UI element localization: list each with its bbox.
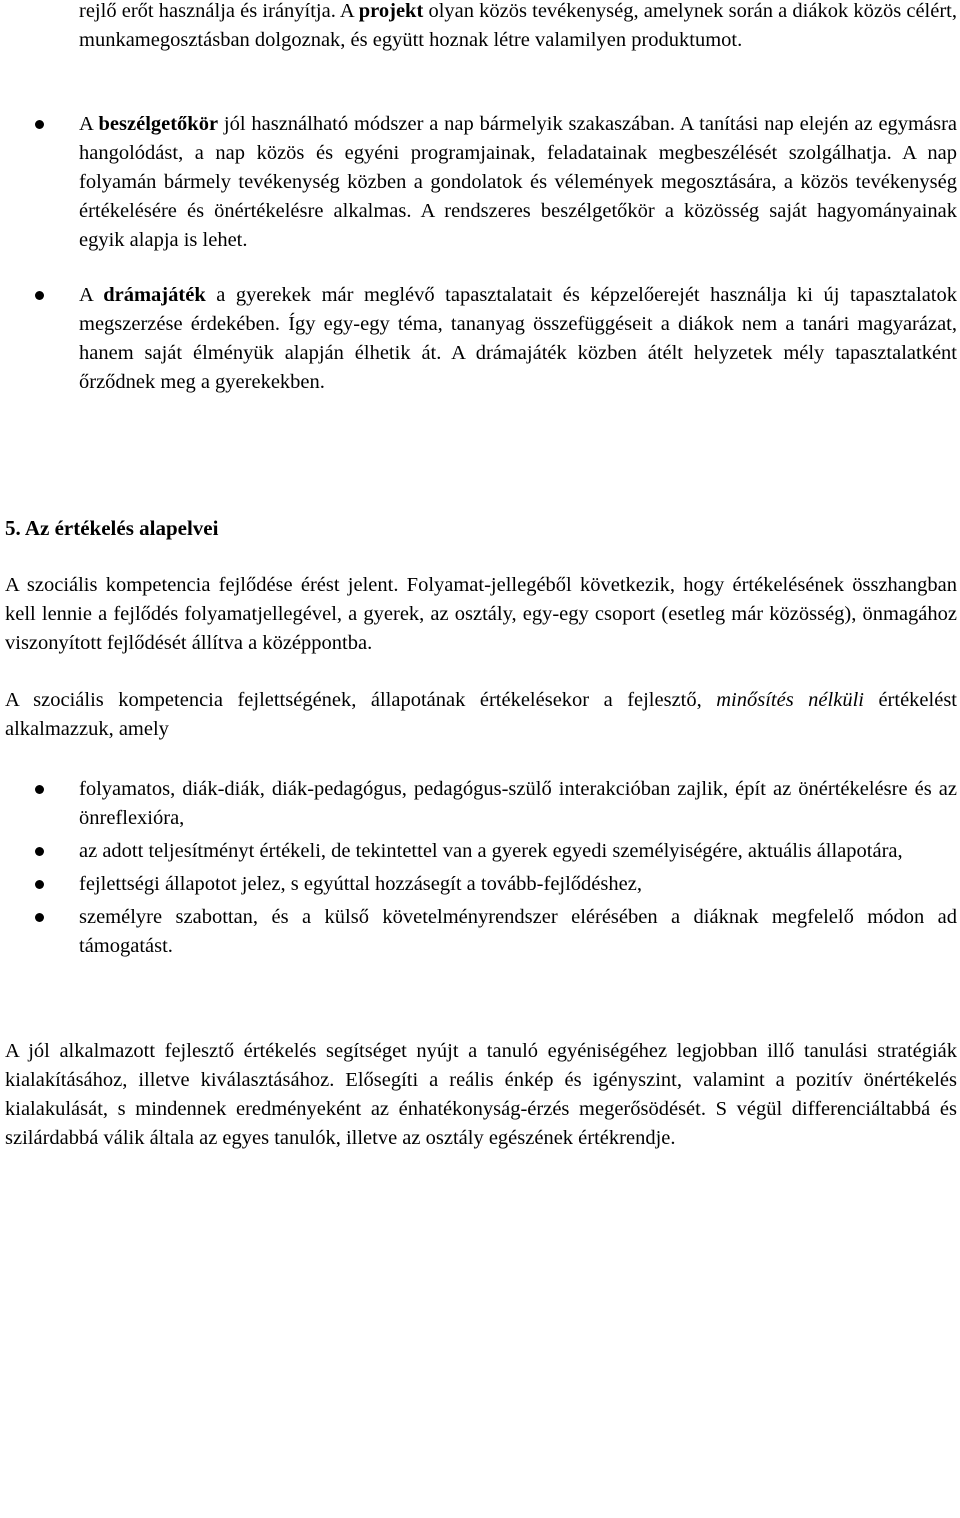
- item-text-post: a gyerekek már meglévő tapasztalatait és képzelőerejét használja ki új tapasztalatok megszerzése érdekében. Így egy-egy téma, tananyag összefüggéseit a diákok nem a tanári magyarázat, hanem saját élményük alapján élhetik át. A drámajáték közben átélt helyzetek mély tapasztalatként őrződnek meg a gyerekekben.: [79, 284, 957, 393]
- paragraph-text-pre: A szociális kompetencia fejlettségének, állapotának értékelésekor a fejlesztő,: [5, 689, 717, 711]
- section-heading: 5. Az értékelés alapelvei: [5, 516, 219, 540]
- paragraph-italic-term: minősítés nélküli: [716, 689, 864, 711]
- paragraph: A szociális kompetencia fejlődése érést jelent. Folyamat-jellegéből következik, hogy értékelésének összhangban kell lennie a fejlődés folyamatjellegével, a gyerek, az osztály, egy-egy csoport (esetleg már közösség), önmagához viszonyított fejlődését állítva a középpontba.: [5, 574, 957, 654]
- intro-continuation: [79, 0, 957, 55]
- list-item: [5, 903, 957, 961]
- paragraph-text-post: értékelést alkalmazzuk, amely: [5, 689, 957, 740]
- item-text-pre: A: [79, 284, 104, 306]
- list-item: [5, 775, 957, 833]
- list-item: [5, 837, 957, 866]
- item-text: folyamatos, diák-diák, diák-pedagógus, pedagógus-szülő interakcióban zajlik, épít az önértékelésre és az önreflexióra,: [79, 778, 957, 829]
- list-item: [5, 110, 957, 255]
- list-item: [5, 870, 957, 899]
- bullet-icon: [35, 913, 44, 922]
- intro-text-a: rejlő erőt használja és irányítja. A: [79, 0, 359, 22]
- bullet-icon: [35, 880, 44, 889]
- bullet-icon: [35, 291, 44, 300]
- bullet-icon: [35, 120, 44, 129]
- item-text: fejlettségi állapotot jelez, s egyúttal hozzásegít a tovább-fejlődéshez,: [79, 873, 642, 895]
- item-text: az adott teljesítményt értékeli, de tekintettel van a gyerek egyedi személyiségére, aktuális állapotára,: [79, 840, 903, 862]
- item-text-post: jól használható módszer a nap bármelyik szakaszában. A tanítási nap elején az egymásra hangolódást, a nap közös és egyéni programjainak, feladatainak megbeszélését szolgálhatja. A nap folyamán bármely tevékenység közben a gondolatok és vélemények megosztására, a közös tevékenység értékelésére és önértékelésre alkalmas. A rendszeres beszélgetőkör a közösség saját hagyományainak egyik alapja is lehet.: [79, 113, 957, 251]
- paragraph: A jól alkalmazott fejlesztő értékelés segítséget nyújt a tanuló egyéniségéhez legjobban illő tanulási stratégiák kialakításához, illetve kiválasztásához. Elősegíti a reális énkép és igényszint, valamint a pozitív önértékelés kialakulását, s mindennek eredményeként az énhatékonyság-érzés megerősödését. S végül differenciáltabbá és szilárdabbá válik általa az egyes tanulók, illetve az osztály egészének értékrendje.: [5, 1040, 957, 1149]
- bullet-icon: [35, 785, 44, 794]
- methods-list: [5, 110, 957, 397]
- bullet-icon: [35, 847, 44, 856]
- intro-text-c: olyan közös tevékenység, amelynek során a diákok közös célért, munkamegosztásban dolgoznak, és együtt hoznak létre valamilyen produktumot.: [79, 0, 957, 51]
- item-bold-term: drámajáték: [103, 284, 206, 306]
- item-text: személyre szabottan, és a külső követelményrendszer elérésében a diáknak megfelelő módon ad támogatást.: [79, 906, 957, 957]
- item-text-pre: A: [79, 113, 99, 135]
- intro-bold-term: projekt: [358, 0, 424, 22]
- evaluation-criteria-list: [5, 775, 957, 961]
- paragraph: [5, 686, 957, 744]
- item-bold-term: beszélgetőkör: [98, 113, 219, 135]
- list-item: [5, 281, 957, 397]
